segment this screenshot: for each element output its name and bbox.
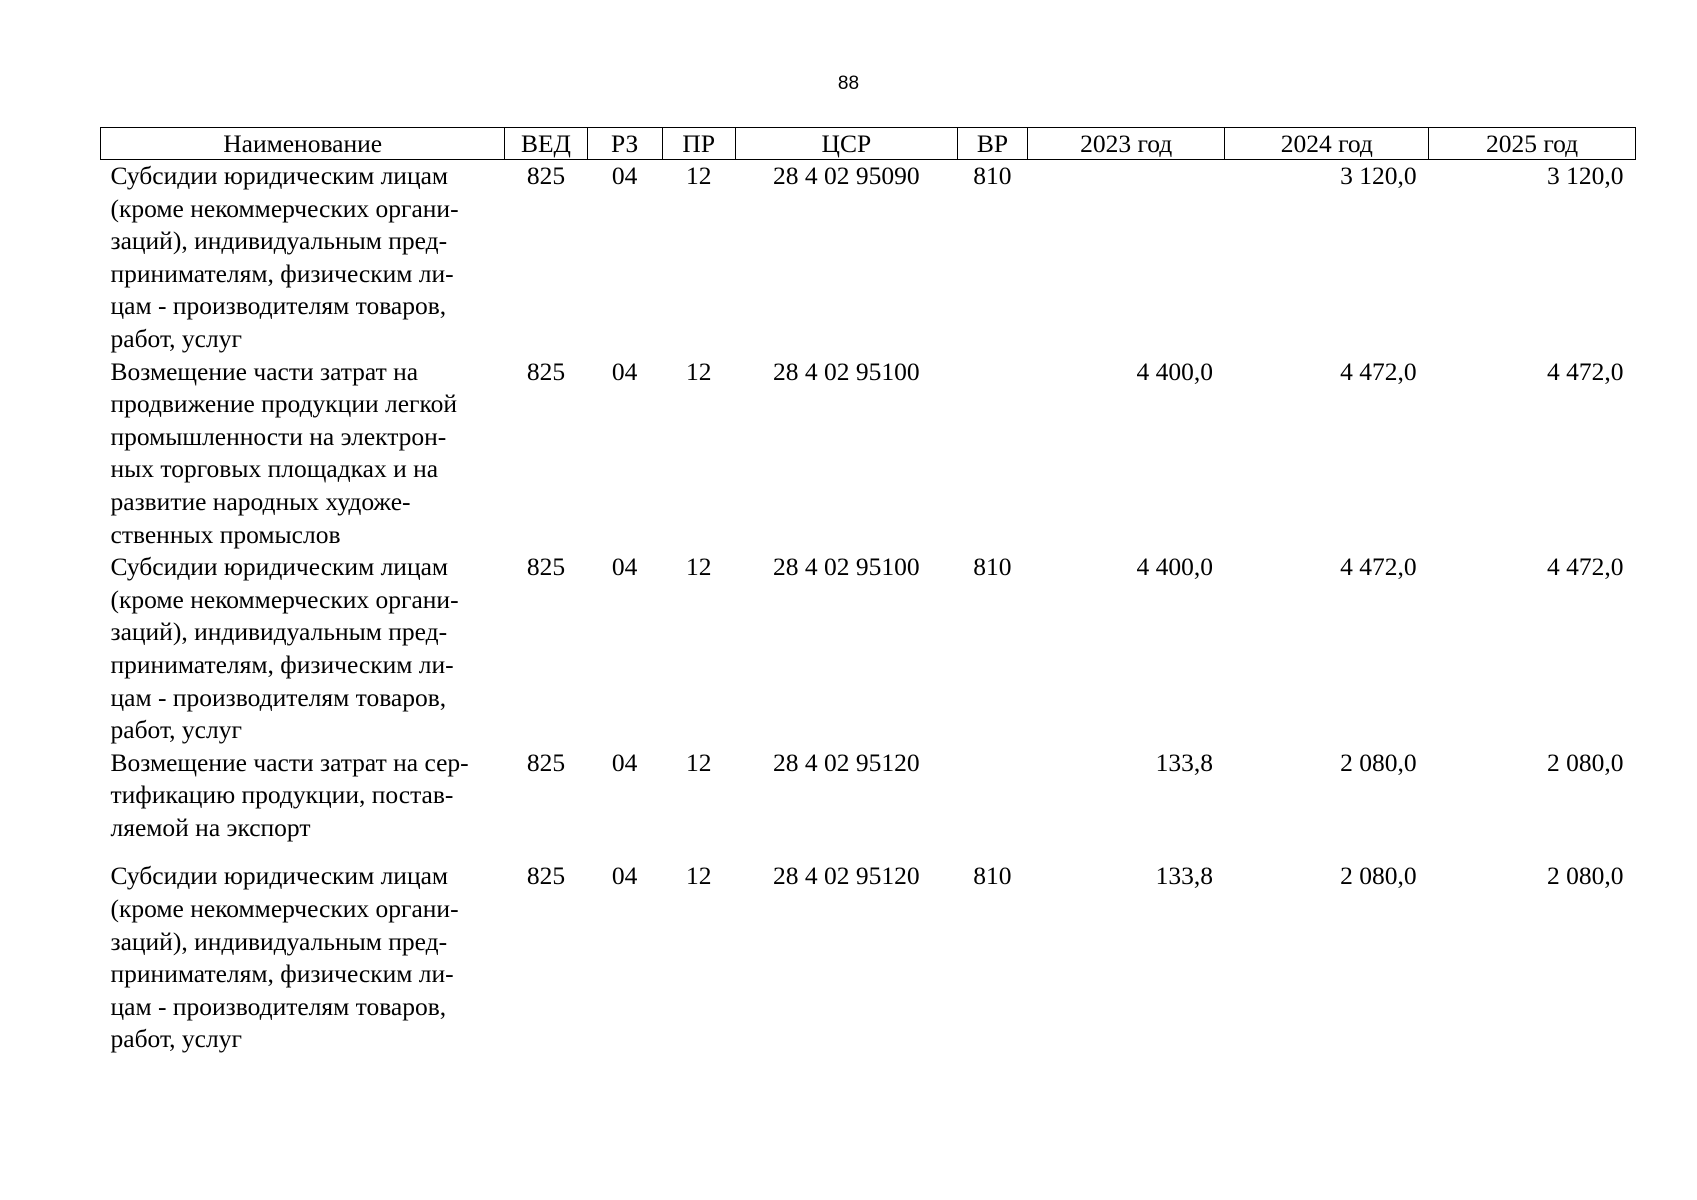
- cell-pr: 12: [685, 356, 712, 386]
- cell-2023: 133,8: [1155, 861, 1213, 891]
- row-name: [101, 747, 505, 845]
- name-line: продвижение продукции легкой: [110, 389, 457, 419]
- cell-2023: 4 400,0: [1136, 356, 1213, 386]
- table-row: [101, 844, 1636, 1056]
- name-line: развитие народных художе-: [110, 486, 411, 516]
- header-pr: ПР: [662, 128, 735, 160]
- cell-2025: 4 472,0: [1547, 356, 1624, 386]
- cell-2024: 4 472,0: [1340, 552, 1417, 582]
- cell-csr: 28 4 02 95100: [773, 552, 920, 582]
- cell-2023: [1027, 160, 1225, 356]
- name-line: Возмещение части затрат на сер-: [110, 747, 469, 777]
- cell-2025: 2 080,0: [1547, 747, 1624, 777]
- header-csr: ЦСР: [735, 128, 957, 160]
- header-ved: ВЕД: [505, 128, 587, 160]
- cell-csr: 28 4 02 95120: [773, 861, 920, 891]
- cell-csr: 28 4 02 95090: [773, 161, 920, 190]
- name-line: работ, услуг: [110, 323, 242, 353]
- name-line: работ, услуг: [110, 715, 242, 745]
- name-line: цам - производителям товаров,: [110, 991, 447, 1021]
- table-row: [101, 356, 1636, 552]
- name-line: (кроме некоммерческих органи-: [110, 894, 459, 924]
- cell-2024: 2 080,0: [1340, 747, 1417, 777]
- row-name: [101, 160, 505, 356]
- cell-vr: [957, 747, 1027, 845]
- cell-vr: 810: [973, 161, 1012, 190]
- name-line: заций), индивидуальным пред-: [110, 617, 448, 647]
- cell-ved: 825: [526, 747, 566, 777]
- cell-2025: 4 472,0: [1547, 552, 1624, 582]
- name-line: тификацию продукции, постав-: [110, 780, 454, 810]
- name-line: (кроме некоммерческих органи-: [110, 193, 459, 223]
- row-name: [101, 844, 505, 1056]
- name-line: принимателям, физическим ли-: [110, 258, 454, 288]
- cell-2024: 3 120,0: [1340, 161, 1417, 190]
- header-rz: РЗ: [587, 128, 662, 160]
- cell-2023: 133,8: [1155, 747, 1213, 777]
- name-line: Субсидии юридическим лицам: [110, 552, 449, 582]
- table-row: [101, 747, 1636, 845]
- cell-csr: 28 4 02 95120: [773, 747, 920, 777]
- cell-ved: 825: [526, 861, 566, 891]
- header-2025: 2025 год: [1429, 128, 1636, 160]
- row-name: [101, 551, 505, 747]
- cell-pr: 12: [685, 161, 712, 190]
- cell-rz: 04: [611, 552, 638, 582]
- table-row: [101, 551, 1636, 747]
- cell-2025: 2 080,0: [1547, 861, 1624, 891]
- name-line: промышленности на электрон-: [110, 421, 447, 451]
- cell-csr: 28 4 02 95100: [773, 356, 920, 386]
- cell-ved: 825: [526, 161, 566, 190]
- table-row: [101, 160, 1636, 356]
- name-line: цам - производителям товаров,: [110, 682, 447, 712]
- header-name: Наименование: [101, 128, 505, 160]
- cell-pr: 12: [685, 747, 712, 777]
- name-line: ляемой на экспорт: [110, 812, 311, 842]
- name-line: (кроме некоммерческих органи-: [110, 584, 459, 614]
- cell-pr: 12: [685, 552, 712, 582]
- cell-rz: 04: [611, 747, 638, 777]
- cell-vr: 810: [973, 861, 1012, 891]
- cell-ved: 825: [526, 356, 566, 386]
- header-2024: 2024 год: [1225, 128, 1429, 160]
- cell-rz: 04: [611, 861, 638, 891]
- name-line: ственных промыслов: [110, 519, 341, 549]
- cell-vr: 810: [973, 552, 1012, 582]
- name-line: цам - производителям товаров,: [110, 291, 447, 321]
- table-header-row: [101, 128, 1636, 160]
- row-name: [101, 356, 505, 552]
- header-2023: 2023 год: [1027, 128, 1225, 160]
- name-line: Субсидии юридическим лицам: [110, 161, 449, 190]
- header-vr: ВР: [957, 128, 1027, 160]
- cell-pr: 12: [685, 861, 712, 891]
- cell-rz: 04: [611, 356, 638, 386]
- name-line: ных торговых площадках и на: [110, 454, 439, 484]
- budget-table: [100, 127, 1636, 1056]
- cell-2025: 3 120,0: [1547, 161, 1624, 190]
- cell-ved: 825: [526, 552, 566, 582]
- name-line: Субсидии юридическим лицам: [110, 861, 449, 891]
- name-line: принимателям, физическим ли-: [110, 959, 454, 989]
- page-number: 88: [837, 73, 860, 94]
- cell-2023: 4 400,0: [1136, 552, 1213, 582]
- name-line: заций), индивидуальным пред-: [110, 226, 448, 256]
- name-line: принимателям, физическим ли-: [110, 649, 454, 679]
- cell-rz: 04: [611, 161, 638, 190]
- cell-2024: 4 472,0: [1340, 356, 1417, 386]
- name-line: работ, услуг: [110, 1024, 242, 1054]
- cell-2024: 2 080,0: [1340, 861, 1417, 891]
- name-line: Возмещение части затрат на: [110, 356, 419, 386]
- cell-vr: [957, 356, 1027, 552]
- name-line: заций), индивидуальным пред-: [110, 926, 448, 956]
